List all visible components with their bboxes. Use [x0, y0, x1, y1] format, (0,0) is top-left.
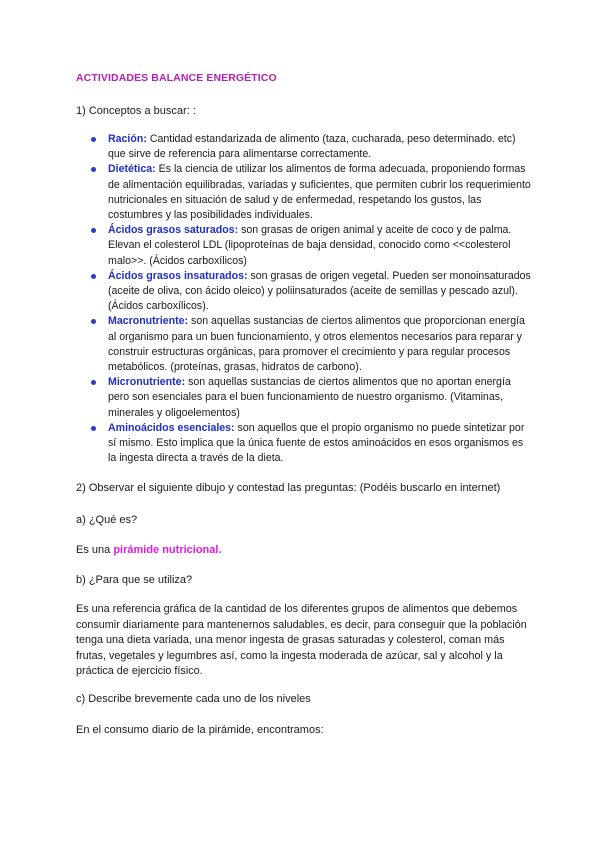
question-2: 2) Observar el siguiente dibujo y contestad las preguntas: (Podéis buscarlo en internet) — [76, 482, 501, 494]
definition-text: Es la ciencia de utilizar los alimentos de forma adecuada, proponiendo formas de alimentación equilibradas, variadas y suficientes, que permiten cubrir los requerimiento nutricionales en situación de salud y de enfermedad, respetando los gustos, las costumbres y las posibilidades individuales. — [108, 163, 531, 222]
definition-item — [92, 269, 532, 315]
bullet-icon — [91, 228, 96, 233]
bullet-icon — [91, 167, 96, 172]
bullet-icon — [91, 426, 96, 431]
definition-term: Aminoácidos esenciales: — [108, 421, 235, 434]
definition-term: Dietética: — [108, 163, 156, 176]
definition-term: Micronutriente: — [108, 376, 186, 389]
definition-term: Ración: — [108, 133, 147, 145]
definition-item — [92, 375, 532, 421]
bullet-icon — [91, 380, 96, 385]
definition-text: Cantidad estandarizada de alimento (taza, cucharada, peso determinado. etc) que sirve de referencia para alimentarse correctamente. — [108, 133, 516, 161]
answer-2c: En el consumo diario de la pirámide, encontramos: — [76, 724, 324, 736]
definition-term: Macronutriente: — [108, 315, 189, 328]
document-title: ACTIVIDADES BALANCE ENERGÉTICO — [76, 72, 277, 84]
answer-2a-prefix: Es una — [76, 544, 114, 556]
definition-item — [92, 314, 532, 375]
definition-text: son grasas de origen vegetal. Pueden ser monoinsaturados (aceite de oliva, con ácido oleico) y poliinsaturados (aceite de semillas y pescado azul). (Ácidos carboxílicos). — [108, 269, 531, 313]
bullet-icon — [91, 274, 96, 279]
definition-text: son aquellos que el propio organismo no puede sintetizar por sí mismo. Esto implica que la única fuente de estos aminoácidos en esos organismos es la ingesta directa a través de la dieta. — [108, 421, 525, 465]
definitions-list — [92, 132, 532, 466]
question-2a: a) ¿Qué es? — [76, 514, 138, 526]
definition-item — [92, 162, 532, 223]
answer-2a — [76, 543, 222, 558]
definition-text: son grasas de origen animal y aceite de coco y de palma. Elevan el colesterol LDL (lipoproteínas de baja densidad, conocido como <<colesterol malo>>. (Ácidos carboxílicos) — [108, 224, 512, 267]
question-1: 1) Conceptos a buscar: : — [76, 105, 196, 117]
definition-item — [92, 223, 532, 269]
definition-term: Ácidos grasos saturados: — [108, 224, 239, 237]
answer-2a-highlight: pirámide nutricional. — [113, 544, 222, 556]
question-2b: b) ¿Para que se utiliza? — [76, 574, 193, 586]
question-2c: c) Describe brevemente cada uno de los niveles — [76, 693, 311, 705]
answer-2b: Es una referencia gráfica de la cantidad de los diferentes grupos de alimentos que debemos consumir diariamente para mantenernos saludables, es decir, para conseguir que la población tenga una dieta variada, una menor ingesta de grasas saturadas y colesterol, coman más frutas, vegetales y legumbres así, como la ingesta moderada de azúcar, sal y alcohol y la práctica de ejercicio físico. — [76, 603, 527, 677]
bullet-icon — [91, 319, 96, 324]
definition-text: son aquellas sustancias de ciertos alimentos que no aportan energía pero son esenciales para el buen funcionamiento de nuestro organismo. (Vitaminas, minerales y oligoelementos) — [108, 376, 511, 419]
definition-text: son aquellas sustancias de ciertos alimentos que proporcionan energía al organismo para un buen funcionamiento, y otros elementos necesarios para reparar y construir estructuras orgánicas, para promover el crecimiento y para regular procesos metabólicos. (proteínas, grasas, hidratos de carbono). — [108, 315, 525, 374]
bullet-icon — [91, 137, 96, 142]
definition-item — [92, 132, 532, 162]
definition-item — [92, 421, 532, 467]
definition-term: Ácidos grasos insaturados: — [108, 269, 248, 282]
